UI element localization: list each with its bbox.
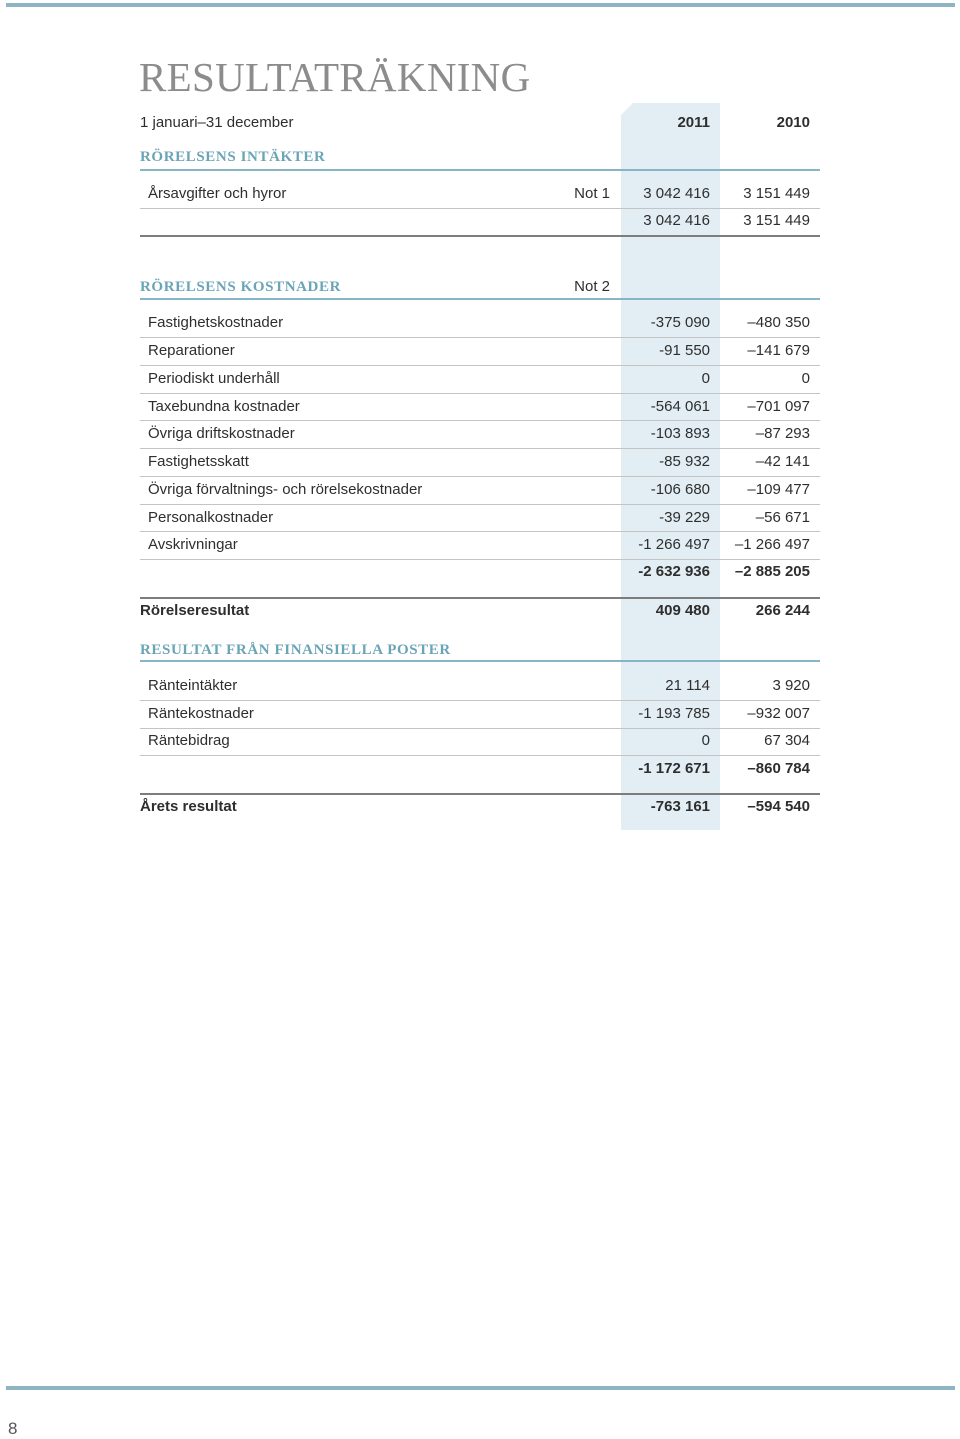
divider [140,504,820,505]
divider [140,420,820,421]
page-number: 8 [8,1419,18,1438]
subtotal-row [140,759,820,779]
row-note: Not 1 [574,185,610,202]
row-value-current: 0 [701,732,710,749]
row-label: Reparationer [148,342,235,359]
row-value-current: -106 680 [650,481,710,498]
top-border [6,3,955,7]
row-value-current: -39 229 [659,509,710,526]
table-row [140,397,820,417]
row-value-previous: 0 [801,370,810,387]
row-value-current: -375 090 [650,314,710,331]
table-row [140,452,820,472]
operating-result-row [140,601,820,621]
row-value-previous: 3 151 449 [743,185,810,202]
row-label: Rörelseresultat [140,602,250,619]
row-label: Fastighetsskatt [148,453,249,470]
subtotal-row [140,562,820,582]
row-value-current: 409 480 [655,602,710,619]
row-label: Övriga förvaltnings- och rörelsekostnader [148,481,423,498]
divider [140,793,820,795]
row-value-current: -85 932 [659,453,710,470]
section-note: Not 2 [574,278,610,295]
subtotal-current: -1 172 671 [638,760,710,777]
year-previous: 2010 [776,114,810,131]
row-value-previous: –87 293 [755,425,810,442]
period-header [140,113,820,133]
divider [140,393,820,394]
row-value-previous: –480 350 [747,314,810,331]
row-value-previous: 67 304 [764,732,810,749]
row-label: Räntekostnader [148,705,254,722]
row-value-previous: –109 477 [747,481,810,498]
year-current: 2011 [677,114,710,131]
table-row [140,508,820,528]
divider [140,476,820,477]
divider [140,337,820,338]
row-label: Fastighetskostnader [148,314,284,331]
row-label: Årets resultat [140,798,237,815]
row-label: Periodiskt underhåll [148,370,280,387]
subtotal-row [140,211,820,231]
section-heading-costs: RÖRELSENS KOSTNADER [140,279,342,295]
row-label: Årsavgifter och hyror [148,185,287,202]
row-value-current: 21 114 [665,677,710,694]
costs-note-row [140,277,820,297]
net-result-row [140,797,820,817]
row-value-previous: –56 671 [755,509,810,526]
row-label: Avskrivningar [148,536,238,553]
row-value-current: -91 550 [659,342,710,359]
table-row [140,184,820,204]
table-row [140,341,820,361]
subtotal-previous: –860 784 [747,760,810,777]
divider [140,597,820,599]
bottom-border [6,1386,955,1390]
divider [140,728,820,729]
divider [140,298,820,300]
table-row [140,424,820,444]
period-label: 1 januari–31 december [140,114,294,131]
divider [140,755,820,756]
section-heading-revenue: RÖRELSENS INTÄKTER [140,149,326,165]
divider [140,448,820,449]
divider [140,208,820,209]
table-row [140,676,820,696]
row-value-current: -1 193 785 [638,705,710,722]
table-row [140,480,820,500]
section-heading-financial: RESULTAT FRÅN FINANSIELLA POSTER [140,642,451,658]
divider [140,531,820,532]
subtotal-previous: 3 151 449 [743,212,810,229]
subtotal-current: 3 042 416 [643,212,710,229]
row-value-previous: –594 540 [747,798,810,815]
row-label: Personalkostnader [148,509,274,526]
row-value-previous: –701 097 [747,398,810,415]
row-value-previous: –932 007 [747,705,810,722]
page-title: RESULTATRÄKNING [139,54,531,100]
row-value-current: -103 893 [650,425,710,442]
divider [140,660,820,662]
divider [140,235,820,237]
row-value-current: 0 [701,370,710,387]
table-row [140,313,820,333]
divider [140,365,820,366]
row-value-previous: –1 266 497 [734,536,810,553]
table-row [140,704,820,724]
subtotal-previous: –2 885 205 [734,563,810,580]
row-value-current: -564 061 [650,398,710,415]
row-value-previous: –141 679 [747,342,810,359]
row-value-previous: 266 244 [755,602,810,619]
row-value-previous: 3 920 [772,677,810,694]
divider [140,700,820,701]
row-label: Övriga driftskostnader [148,425,295,442]
divider [140,559,820,560]
table-row [140,369,820,389]
row-value-current: -763 161 [650,798,710,815]
subtotal-current: -2 632 936 [638,563,710,580]
row-label: Taxebundna kostnader [148,398,300,415]
row-value-current: -1 266 497 [638,536,710,553]
table-row [140,535,820,555]
divider [140,169,820,171]
row-value-previous: –42 141 [755,453,810,470]
row-value-current: 3 042 416 [643,185,710,202]
table-row [140,731,820,751]
row-label: Räntebidrag [148,732,230,749]
row-label: Ränteintäkter [148,677,238,694]
